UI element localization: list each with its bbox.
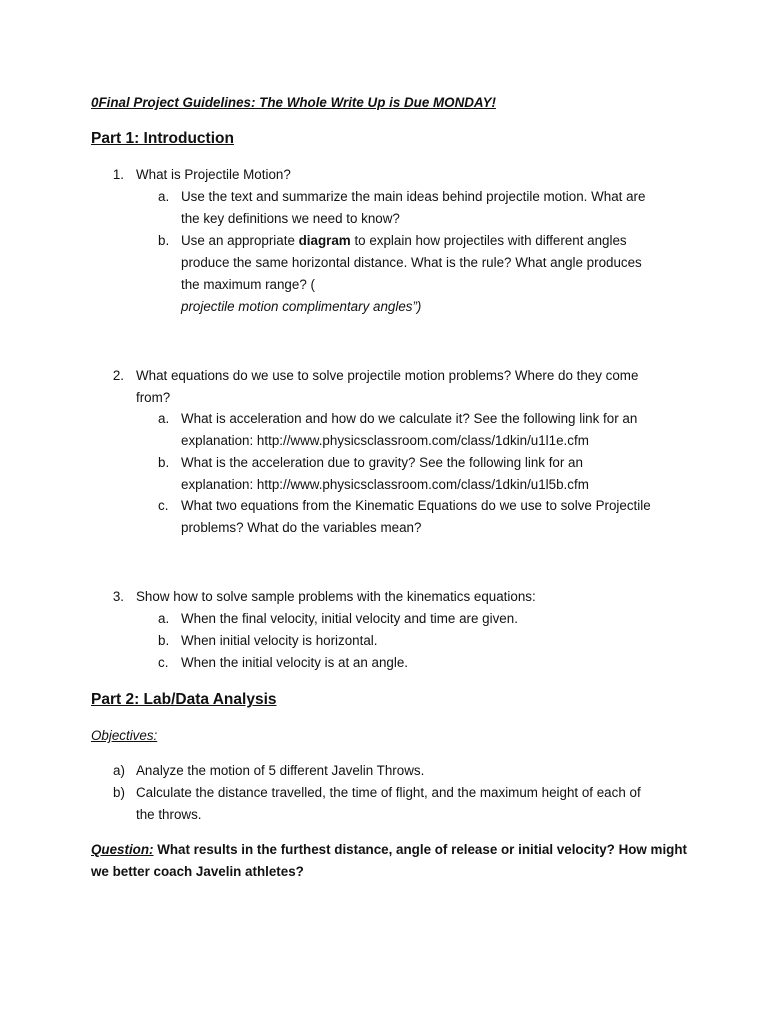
question-text: What results in the furthest distance, angle of release or initial velocity? How might: [153, 842, 687, 857]
q2c-line1: What two equations from the Kinematic Equations do we use to solve Projectile: [181, 498, 651, 513]
q1-text: What is Projectile Motion?: [136, 167, 291, 182]
q2b-line1: What is the acceleration due to gravity? See the following link for an: [181, 455, 583, 470]
q2a-line2: explanation: http://www.physicsclassroom.com/class/1dkin/u1l1e.cfm: [181, 433, 589, 448]
q2a-label: a.: [158, 411, 170, 426]
q2c-label: c.: [158, 498, 169, 513]
q2a-line1: What is acceleration and how do we calculate it? See the following link for an: [181, 411, 638, 426]
q2-line1: What equations do we use to solve projectile motion problems? Where do they come: [136, 368, 639, 383]
q1b-line3: the maximum range? (: [181, 277, 315, 292]
q2b-label: b.: [158, 455, 170, 470]
q3-number: 3.: [112, 589, 124, 604]
q2-number: 2.: [112, 368, 124, 383]
q3c-text: When the initial velocity is at an angle.: [181, 655, 409, 670]
q1b-line2: produce the same horizontal distance. What is the rule? What angle produces: [181, 255, 642, 270]
q3a-label: a.: [158, 611, 170, 626]
objective-b-line1: Calculate the distance travelled, the time of flight, and the maximum height of each of: [136, 785, 641, 800]
q1b-label: b.: [158, 233, 170, 248]
q2b-line2: explanation: http://www.physicsclassroom.com/class/1dkin/u1l5b.cfm: [181, 477, 589, 492]
objectives-label: Objectives:: [91, 728, 158, 743]
q1b-line4: projectile motion complimentary angles”): [181, 299, 422, 314]
q1a-line1: Use the text and summarize the main ideas behind projectile motion. What are: [181, 189, 646, 204]
question-label: Question:: [91, 842, 154, 857]
q1b-line1: [181, 230, 627, 252]
q2c-line2: problems? What do the variables mean?: [181, 520, 422, 535]
part1-heading: Part 1: Introduction: [91, 130, 234, 147]
q3b-label: b.: [158, 633, 170, 648]
q3a-text: When the final velocity, initial velocity and time are given.: [181, 611, 518, 626]
q1-number: 1.: [112, 167, 124, 182]
q3c-label: c.: [158, 655, 169, 670]
question-line2: we better coach Javelin athletes?: [91, 864, 304, 879]
q3b-text: When initial velocity is horizontal.: [181, 633, 378, 648]
q3-text: Show how to solve sample problems with the kinematics equations:: [136, 589, 536, 604]
q1b-post: to explain how projectiles with different angles: [350, 233, 627, 248]
objective-b-line2: the throws.: [136, 807, 202, 822]
q1a-label: a.: [158, 189, 170, 204]
q1a-line2: the key definitions we need to know?: [181, 211, 400, 226]
document-title: 0Final Project Guidelines: The Whole Write Up is Due MONDAY!: [91, 95, 496, 110]
question-line1: [91, 839, 687, 861]
q2-line2: from?: [136, 390, 171, 405]
objective-b-label: b): [113, 785, 125, 800]
objective-a-label: a): [113, 763, 125, 778]
q1b-pre: Use an appropriate: [181, 233, 299, 248]
q1b-bold-word: diagram: [298, 233, 351, 248]
objective-a-text: Analyze the motion of 5 different Javelin Throws.: [136, 763, 425, 778]
part2-heading: Part 2: Lab/Data Analysis: [91, 691, 277, 708]
